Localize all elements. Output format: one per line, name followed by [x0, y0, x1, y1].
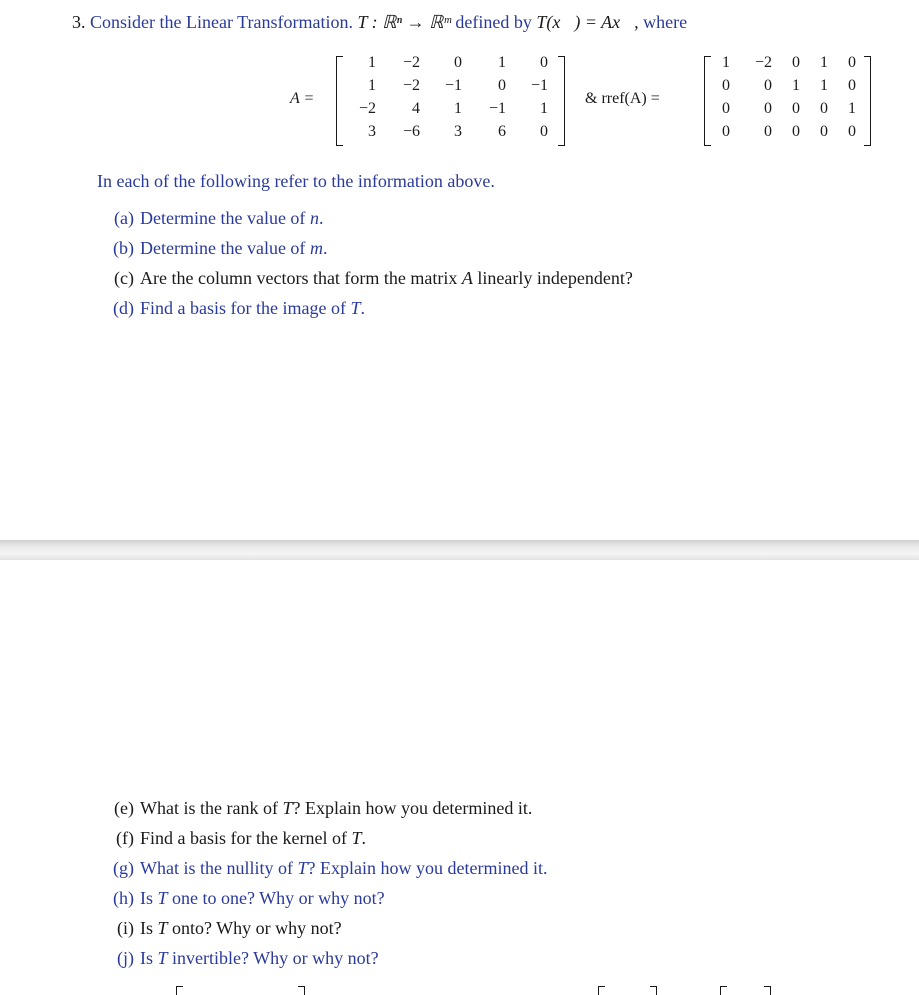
next-bracket-fragment-1 — [176, 986, 183, 995]
matrix-a-cell: −2 — [358, 100, 376, 117]
matrix-a-cell: 3 — [454, 123, 462, 140]
matrix-a-cell: 3 — [368, 123, 376, 140]
question-variable: T — [157, 918, 168, 938]
rref-cell: 1 — [820, 77, 828, 94]
rref-cell: 0 — [764, 123, 772, 140]
question-text: What is the rank of — [140, 798, 283, 818]
rref-cell: 0 — [764, 100, 772, 117]
question-tail: ? Explain how you determined it. — [307, 858, 548, 878]
question-label: (g) — [113, 858, 134, 878]
rref-cell: 0 — [722, 100, 730, 117]
question-label: (e) — [114, 798, 134, 818]
question-item — [100, 298, 365, 319]
rref-cell: 0 — [792, 100, 800, 117]
rref-cell: 0 — [792, 123, 800, 140]
question-item — [100, 948, 379, 969]
rref-cell: 0 — [848, 77, 856, 94]
matrix-a-cell: 0 — [454, 54, 462, 71]
question-item — [100, 208, 323, 229]
question-variable: T — [297, 858, 308, 878]
question-variable: T — [351, 828, 362, 848]
matrix-a-cell: −1 — [530, 77, 548, 94]
question-text: Are the column vectors that form the matrix — [140, 268, 462, 288]
question-tail: one to one? Why or why not? — [167, 888, 385, 908]
matrix-a-cell: 4 — [412, 100, 420, 117]
question-variable: T — [282, 798, 293, 818]
question-item — [100, 918, 342, 939]
question-label: (b) — [113, 238, 134, 258]
rref-cell: 0 — [764, 77, 772, 94]
rref-cell: 0 — [820, 100, 828, 117]
question-text: Find a basis for the image of — [140, 298, 351, 318]
where-text: where — [643, 12, 688, 32]
question-item — [100, 828, 366, 849]
matrix-a-cell: 1 — [368, 54, 376, 71]
question-item — [100, 858, 547, 879]
next-bracket-fragment-5 — [720, 986, 727, 995]
question-tail: ? Explain how you determined it. — [292, 798, 533, 818]
question-variable: n — [309, 208, 319, 228]
matrix-a-cell: 1 — [454, 100, 462, 117]
question-label: (c) — [114, 268, 134, 288]
matrix-a-cell: 0 — [540, 54, 548, 71]
question-text: Determine the value of — [140, 208, 310, 228]
defined-by-text: defined by — [455, 12, 532, 32]
question-tail: . — [361, 828, 366, 848]
question-label: (a) — [114, 208, 134, 228]
question-tail: . — [318, 208, 324, 228]
question-item — [100, 268, 633, 289]
question-text: Is — [140, 948, 158, 968]
question-tail: . — [360, 298, 365, 318]
matrix-a-cell: 1 — [498, 54, 506, 71]
question-text: What is the nullity of — [140, 858, 298, 878]
question-item — [100, 888, 385, 909]
next-bracket-fragment-3 — [598, 986, 605, 995]
question-label: (j) — [117, 948, 134, 968]
question-item — [100, 798, 532, 819]
next-bracket-fragment-2 — [298, 986, 305, 995]
question-tail: invertible? Why or why not? — [167, 948, 379, 968]
question-text: Determine the value of — [140, 238, 310, 258]
rref-cell: 1 — [792, 77, 800, 94]
rref-cell: 0 — [848, 123, 856, 140]
rref-matrix — [0, 0, 919, 200]
question-text: Is — [140, 888, 158, 908]
map-definition: T : ℝⁿ → ℝᵐ — [357, 12, 451, 32]
question-tail: onto? Why or why not? — [167, 918, 342, 938]
question-variable: m — [309, 238, 323, 258]
page-divider — [0, 540, 919, 560]
rref-cell: −2 — [754, 54, 772, 71]
rref-cell: 1 — [848, 100, 856, 117]
rref-cell: 0 — [722, 77, 730, 94]
question-label: (h) — [113, 888, 134, 908]
rref-cell: 1 — [722, 54, 730, 71]
problem-number: 3. — [72, 12, 86, 32]
question-variable: A — [461, 268, 473, 288]
question-text: Is — [140, 918, 158, 938]
next-bracket-fragment-4 — [650, 986, 657, 995]
matrix-a-label: A = — [290, 90, 315, 107]
matrix-a-cell: 0 — [540, 123, 548, 140]
matrix-a-cell: 6 — [498, 123, 506, 140]
matrix-a-cell: −1 — [444, 77, 462, 94]
instruction-text: In each of the following refer to the information above. — [97, 171, 495, 191]
rref-label: & rref(A) = — [585, 90, 660, 107]
rref-cell: 0 — [722, 123, 730, 140]
question-variable: T — [157, 948, 168, 968]
question-item — [100, 238, 327, 259]
question-label: (f) — [116, 828, 134, 848]
question-text: Find a basis for the kernel of — [140, 828, 352, 848]
matrix-a-cell: 0 — [498, 77, 506, 94]
next-bracket-fragment-6 — [764, 986, 771, 995]
transformation-formula: T(x⃗) = Ax⃗, — [536, 12, 639, 32]
question-variable: T — [350, 298, 361, 318]
matrix-a-cell: −2 — [402, 77, 420, 94]
rref-cell: 0 — [848, 54, 856, 71]
question-tail: linearly independent? — [472, 268, 633, 288]
matrix-a-cell: 1 — [368, 77, 376, 94]
matrix-a-cell: −1 — [488, 100, 506, 117]
question-label: (d) — [113, 298, 134, 318]
matrix-a-cell: −6 — [402, 123, 420, 140]
question-tail: . — [322, 238, 328, 258]
rref-cell: 1 — [820, 54, 828, 71]
question-variable: T — [157, 888, 168, 908]
rref-cell: 0 — [792, 54, 800, 71]
problem-lead: Consider the Linear Transformation. — [90, 12, 353, 32]
rref-cell: 0 — [820, 123, 828, 140]
matrix-a-cell: −2 — [402, 54, 420, 71]
matrix-a-cell: 1 — [540, 100, 548, 117]
question-label: (i) — [117, 918, 134, 938]
